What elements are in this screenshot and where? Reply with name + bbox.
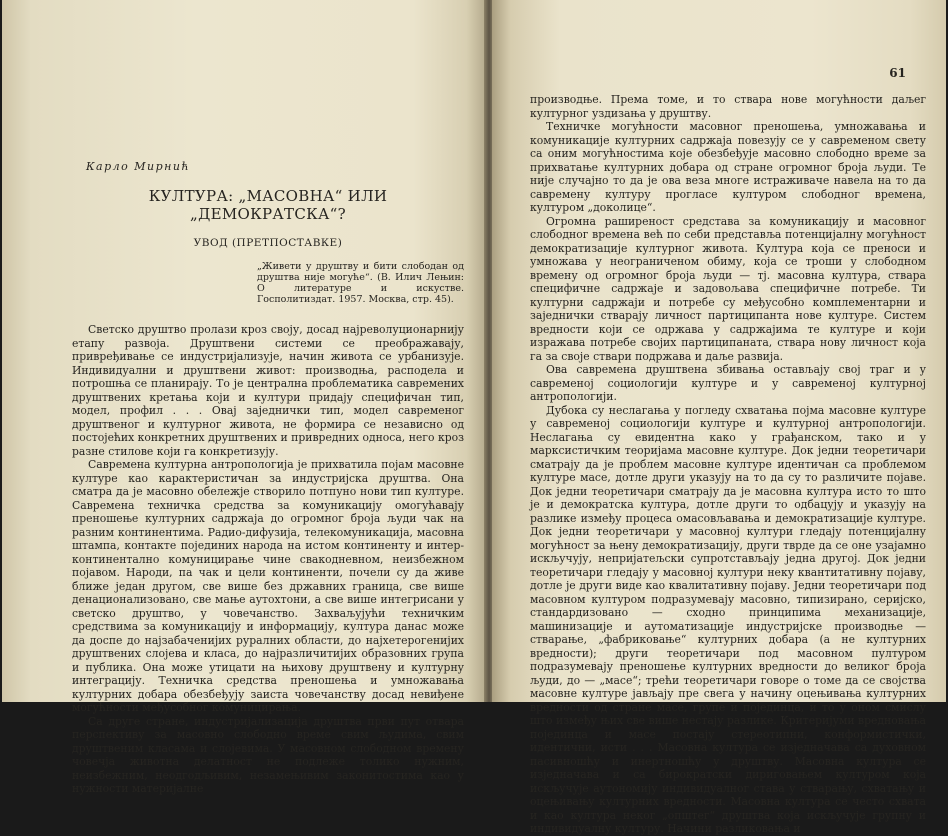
paragraph: Са друге стране, индустријализација друштва први пут отвара перспективу за масовно слободно време свим људима, свим друштвеним класама и слојевима. У масовном слободном времену човечја животна делатност не подлеже толико нужним, неизбежним, неодгодљивим, незамењивим законитостима као у нужности материјалне [72,714,464,795]
page-number: 61 [889,66,906,80]
author-name: Карло Мирнић [86,160,191,173]
epigraph-quote: „Живети у друштву и бити слободан од друштва није могуће“. (В. Илич Лењин: О литературе и искустве. Госполитиздат. 1957. Москва, стр. 45). [257,261,464,305]
paragraph: Светско друштво пролази кроз своју, досад најреволуционарнију етапу развоја. Друштвени системи се преображавају, привређивање се индустријализује, начин живота се урбанизује. Индивидуални и друштвени живот: производња, расподела и потрошња се планирају. То је централна проблематика савремених друштвених кретања који и култури придају специфичан тип, модел, профил . . . Овај заједнички тип, модел савременог друштвеног и културног живота, не формира се независно од постојећих конкретних друштвених и привредних односа, него кроз разне стилове који га конкретизују. [72,323,464,458]
paragraph: Ова савремена друштвена збивања остављају свој траг и у савременој социологији културе и у савременој културној антропологији. [530,363,926,403]
paragraph: Огромна раширеност средстава за комуникацију и масовног слободног времена већ по себи представља потенцијалну могућност демократизације културног живота. Култура која се преноси и умножава у неограниченом обиму, која се троши у слободном времену од огромног броја људи — тј. масовна култура, ствара специфичне садржаје и задовољава специфичне потребе. Ти културни садржаји и потребе су међусобно комплементарни и заједнички стварају личност партиципанта нове културе. Систем вредности који се одржава у садржајима те културе и који изражава потребе својих партиципаната, ствара нову личност која га за своје ствари подржава и даље развија. [530,214,926,363]
paragraph: производње. Према томе, и то ствара нове могућности даљег културног уздизања у друштву. [530,93,926,120]
section-heading: УВОД (ПРЕТПОСТАВКЕ) [193,237,343,249]
right-page-text [530,93,926,836]
open-book [2,0,946,835]
left-page-text [72,160,464,796]
article-title: КУЛТУРА: „МАСОВНА“ ИЛИ „ДЕМОКРАТСКА“? [148,187,388,223]
paragraph: Дубока су неслагања у погледу схватања појма масовне културе у савременој социологији културе и културној антропологији. Неслагања су евидентна како у грађанском, тако и у марксистичким теоријама масовне културе. Док једни теоретичари сматрају да је проблем масовне културе идентичан са проблемом културе масе, дотле други указују на то да су то различите појаве. Док једни теоретичари сматрају да је масовна култура исто то што је и демократска култура, дотле други то одбацују и указују на разлике између процеса омасовљавања и демократизације културе. Док једни теоретичари у масовној култури гледају потенцијалну могућност за њену демократизацију, други тврде да се оне узајамно искључују, непријатељски супротстављају једна другој. Док једни теоретичари гледају у масовној култури неку квантитативну појаву, дотле је други виде као квалитативну појаву. Једни теоретичари под масовном културом подразумевају масовно, типизирано, серијско, стандардизовано — сходно принципима механизације, машинизације и аутоматизације индустријске производње — стварање, „фабриковање“ културних добара (а не културних вредности); други теоретичари под масовном пултуром подразумевају преношење културних вредности до великог броја људи, до — „масе“; трећи теоретичари говоре о томе да се својства масовне културе јављају пре свега у начину оцењивања културних вредности од стране масе, групе и појединца, и то у оном смислу што између њих све више нестају разлике. Критеријуми вредновања појединца и масе постају стереотипни, конформистички, идентични, исти . . . Масовна култура се изједначава са духовном пасивношћу и инертношћу у друштву. Масовна култура се изједначава и са бирократски дириговањем културом која искључује аутономију индивидуалног става у стварању, схватању и оцењивању културних вредности. Масовна култура се често схвата и као култура неког „општег“ друштва која искључује групну и индивидуалну културу. Начини разликовања и [530,403,926,835]
paragraph: Техничке могућности масовног преношења, умножавања и комуникације културних садржаја повезују се у савременом свету са оним могућностима које обезбеђује масовно слободно време за прихватање културних добара од стране огромног броја људи. Те није случајно то да је ова веза многе истраживаче навела на то да савремену културу прогласе културом слободног времена, културом „доколице“. [530,120,926,214]
right-page [492,0,946,835]
paragraph: Савремена културна антропологија је прихватила појам масовне културе као карактеристичан за индустријска друштва. Она сматра да је масовно обележје створило потпуно нови тип културе. Савремена техничка средства за комуникацију омогућавају преношење културних садржаја до огромног броја људи чак на разним континентима. Радио-дифузија, телекомуникација, масовна штампа, контакте појединих народа на истом континенту и интер-континентално комуницирање чине свакодневном, неизбежном појавом. Народи, па чак и цели континенти, почели су да живе ближе један другом, све више без државних граница, све више денационализовано, све мање аутохтони, а све више интегрисани у светско друштво, у човечанство. Захваљујући техничким средствима за комуникацију и информацију, култура данас може да доспе до најзабаченијих руралних области, до најхетерогенијих друштвених слојева и класа, до најразличитијих образовних група и публика. Она може утицати на њихову друштвену и културну интеграцију. Техничка средства преношења и умножавања културних добара обезбеђују заиста човечанству досад невиђене могућности међусобног комуницирања. [72,458,464,714]
left-page [2,0,486,795]
